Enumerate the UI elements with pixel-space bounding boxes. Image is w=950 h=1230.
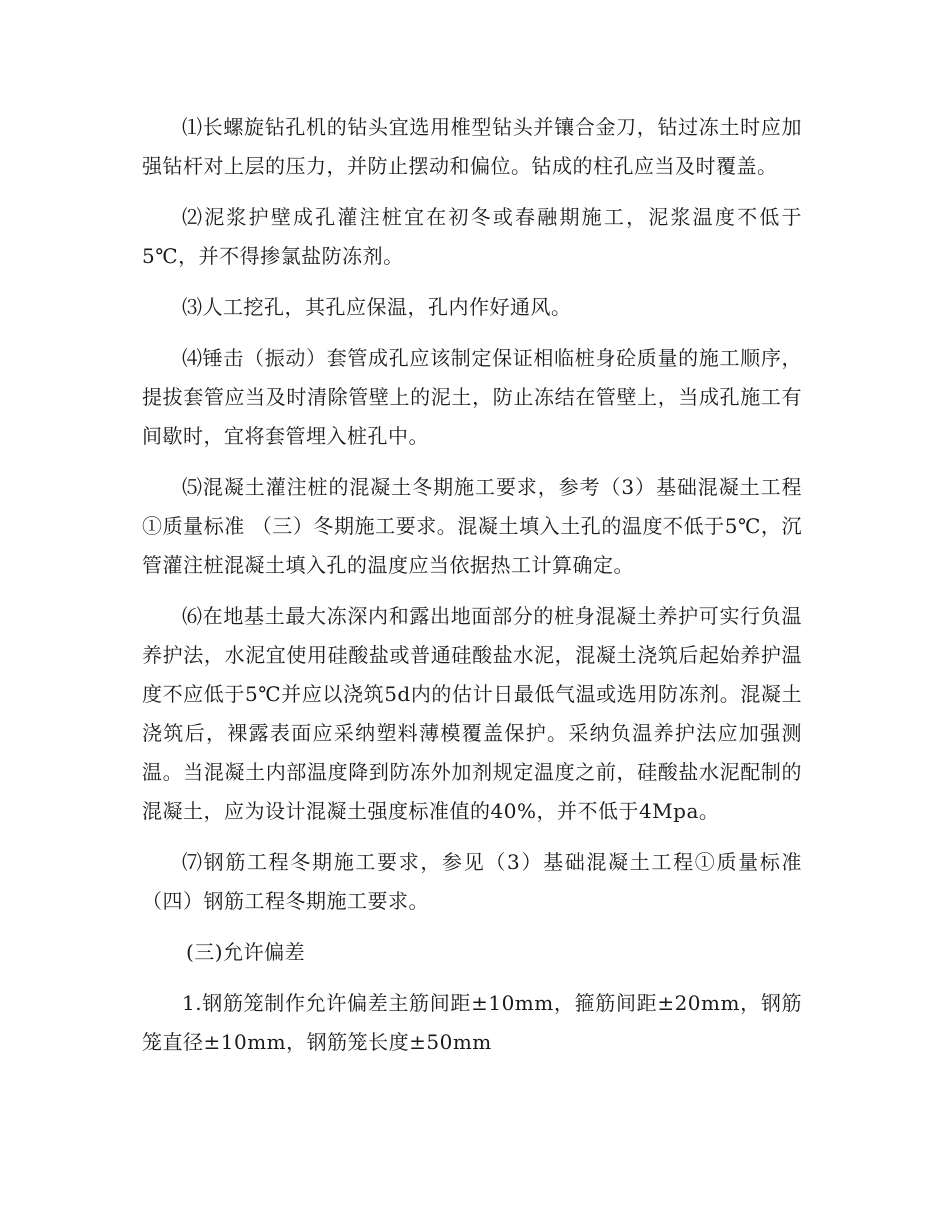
paragraph-2: ⑵泥浆护壁成孔灌注桩宜在初冬或春融期施工，泥浆温度不低于5℃，并不得掺氯盐防冻剂。 xyxy=(142,205,802,268)
paragraph-8: 1.钢筋笼制作允许偏差主筋间距±10mm，箍筋间距±20mm，钢筋笼直径±10mm，钢筋笼长度±50mm xyxy=(142,991,802,1054)
section-heading-allowable-deviation: (三)允许偏差 xyxy=(186,940,306,964)
paragraph-5: ⑸混凝土灌注桩的混凝土冬期施工要求，参考（3）基础混凝土工程①质量标准 （三）冬期施工要求。混凝土填入土孔的温度不低于5℃，沉管灌注桩混凝土填入孔的温度应当依据热工计算确定。 xyxy=(142,475,802,577)
paragraph-4: ⑷锤击（振动）套管成孔应该制定保证相临桩身砼质量的施工顺序，提拔套管应当及时清除管壁上的泥土，防止冻结在管壁上，当成孔施工有间歇时，宜将套管埋入桩孔中。 xyxy=(142,346,802,448)
document-body xyxy=(142,108,802,1074)
paragraph-7: ⑺钢筋工程冬期施工要求，参见（3）基础混凝土工程①质量标准（四）钢筋工程冬期施工要求。 xyxy=(142,850,802,913)
paragraph-3: ⑶人工挖孔，其孔应保温，孔内作好通风。 xyxy=(182,295,572,319)
paragraph-1: ⑴长螺旋钻孔机的钻头宜选用椎型钻头并镶合金刀，钻过冻土时应加强钻杆对上层的压力，并防止摆动和偏位。钻成的柱孔应当及时覆盖。 xyxy=(142,115,802,178)
paragraph-6: ⑹在地基土最大冻深内和露出地面部分的桩身混凝土养护可实行负温养护法，水泥宜使用硅酸盐或普通硅酸盐水泥，混凝土浇筑后起始养护温度不应低于5℃并应以浇筑5d内的估计日最低气温或选用防冻剂。混凝土浇筑后，裸露表面应采纳塑料薄模覆盖保护。采纳负温养护法应加强测温。当混凝土内部温度降到防冻外加剂规定温度之前，硅酸盐水泥配制的混凝土，应为设计混凝土强度标准值的40%，并不低于4Mpa。 xyxy=(142,604,802,823)
